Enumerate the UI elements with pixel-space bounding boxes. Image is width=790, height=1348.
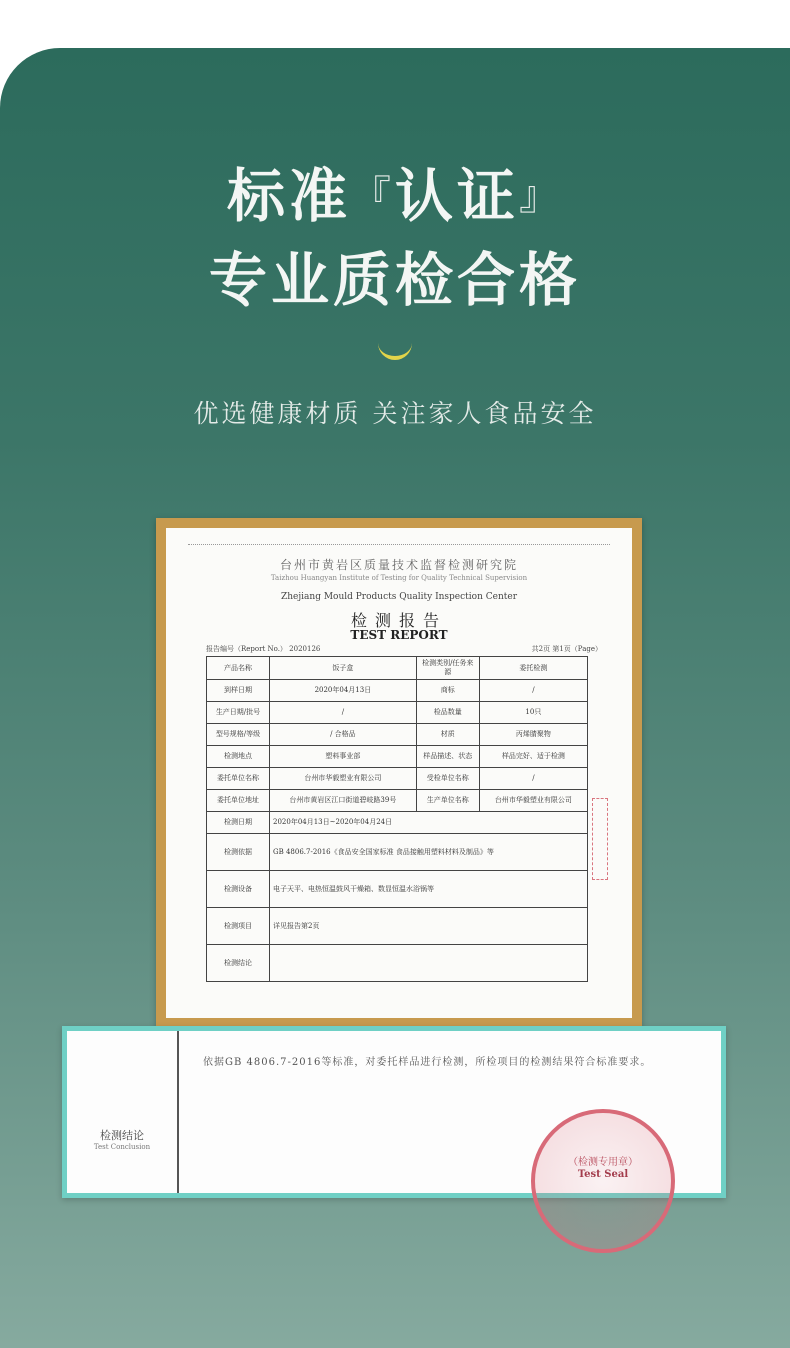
zoom-label-cell bbox=[67, 1031, 179, 1193]
row-label: 型号规格/等级 bbox=[207, 724, 270, 746]
row-value: 台州市华毅塑业有限公司 bbox=[270, 768, 417, 790]
conclusion-zoom-callout bbox=[62, 1026, 726, 1198]
certificate-frame bbox=[156, 518, 642, 1028]
inspection-center: Zhejiang Mould Products Quality Inspection Center bbox=[280, 592, 517, 602]
table-row bbox=[207, 768, 588, 790]
zoom-label-cn: 检测结论 bbox=[100, 1129, 144, 1142]
row-label: 检测地点 bbox=[207, 746, 270, 768]
items-label: 检测项目 bbox=[207, 908, 270, 945]
stamp-text-cn: （检测专用章） bbox=[568, 1157, 638, 1168]
report-number: 报告编号（Report No.） 2020126 bbox=[206, 645, 321, 653]
stamp-text-en: Test Seal bbox=[577, 1169, 629, 1180]
report-title: 检测报告 bbox=[350, 611, 447, 630]
headline-line2: 专业质检合格 bbox=[208, 246, 581, 314]
row-label: 委托单位地址 bbox=[207, 790, 270, 812]
side-seal-icon bbox=[592, 798, 608, 880]
test-report-document bbox=[176, 538, 622, 1018]
report-title-en: TEST REPORT bbox=[350, 628, 448, 642]
table-row-items bbox=[207, 908, 588, 945]
institute-name-en: Taizhou Huangyan Institute of Testing for Quality Technical Supervision bbox=[270, 574, 528, 582]
basis-value: GB 4806.7-2016《食品安全国家标准 食品接触用塑料材料及制品》等 bbox=[270, 834, 588, 871]
row-label2: 检测类别/任务来源 bbox=[416, 657, 479, 680]
row-label: 到样日期 bbox=[207, 680, 270, 702]
row-value: 塑料事业部 bbox=[270, 746, 417, 768]
conclusion-value bbox=[270, 945, 588, 982]
headline-word-standard: 标准 bbox=[226, 162, 351, 230]
zoom-label bbox=[77, 1127, 167, 1151]
row-value: 饭子盒 bbox=[270, 657, 417, 680]
row-value2: 委托检测 bbox=[479, 657, 587, 680]
table-row bbox=[207, 746, 588, 768]
headline-word-certification: 认证 bbox=[395, 162, 520, 230]
bracket-open: 『 bbox=[351, 173, 395, 219]
test-date-value: 2020年04月13日~2020年04月24日 bbox=[270, 812, 588, 834]
row-value2: 样品完好、适于检测 bbox=[479, 746, 587, 768]
row-label2: 商标 bbox=[416, 680, 479, 702]
equipment-label: 检测设备 bbox=[207, 871, 270, 908]
items-value: 详见报告第2页 bbox=[270, 908, 588, 945]
promo-panel bbox=[0, 48, 790, 1348]
doc-top-line bbox=[188, 544, 610, 546]
table-row bbox=[207, 657, 588, 680]
row-value2: 台州市华毅塑业有限公司 bbox=[479, 790, 587, 812]
table-row-equipment bbox=[207, 871, 588, 908]
table-row bbox=[207, 702, 588, 724]
row-value: 台州市黄岩区江口街道碧岐路39号 bbox=[270, 790, 417, 812]
row-label2: 材质 bbox=[416, 724, 479, 746]
institute-name: 台州市黄岩区质量技术监督检测研究院 bbox=[279, 558, 518, 572]
row-value2: 10只 bbox=[479, 702, 587, 724]
zoom-conclusion-text: 依据GB 4806.7-2016等标准，对委托样品进行检测，所检项目的检测结果符合标准要求。 bbox=[203, 1057, 652, 1068]
basis-label: 检测依据 bbox=[207, 834, 270, 871]
row-label2: 样品描述、状态 bbox=[416, 746, 479, 768]
report-table bbox=[206, 656, 588, 982]
table-row-conclusion bbox=[207, 945, 588, 982]
row-label: 产品名称 bbox=[207, 657, 270, 680]
table-row bbox=[207, 724, 588, 746]
test-date-label: 检测日期 bbox=[207, 812, 270, 834]
row-label2: 受检单位名称 bbox=[416, 768, 479, 790]
row-label: 生产日期/批号 bbox=[207, 702, 270, 724]
conclusion-label: 检测结论 bbox=[207, 945, 270, 982]
row-label2: 检品数量 bbox=[416, 702, 479, 724]
bracket-close: 』 bbox=[519, 173, 564, 219]
row-value2: / bbox=[479, 768, 587, 790]
row-label2: 生产单位名称 bbox=[416, 790, 479, 812]
table-row-test-date bbox=[207, 812, 588, 834]
row-label: 委托单位名称 bbox=[207, 768, 270, 790]
subtitle: 优选健康材质 关注家人食品安全 bbox=[193, 399, 597, 428]
inspection-stamp-icon bbox=[531, 1109, 675, 1253]
row-value: / bbox=[270, 702, 417, 724]
zoom-label-en: Test Conclusion bbox=[93, 1143, 151, 1151]
report-meta bbox=[206, 644, 602, 654]
row-value: 2020年04月13日 bbox=[270, 680, 417, 702]
row-value2: / bbox=[479, 680, 587, 702]
table-row bbox=[207, 790, 588, 812]
smile-divider-icon bbox=[378, 338, 412, 360]
equipment-value: 电子天平、电热恒温鼓风干燥箱、数显恒温水浴锅等 bbox=[270, 871, 588, 908]
row-value: / 合格品 bbox=[270, 724, 417, 746]
headline-line1 bbox=[0, 160, 790, 232]
row-value2: 丙烯腈聚物 bbox=[479, 724, 587, 746]
page-info: 共2页 第1页（Page） bbox=[531, 645, 602, 653]
table-row bbox=[207, 680, 588, 702]
table-row-basis bbox=[207, 834, 588, 871]
